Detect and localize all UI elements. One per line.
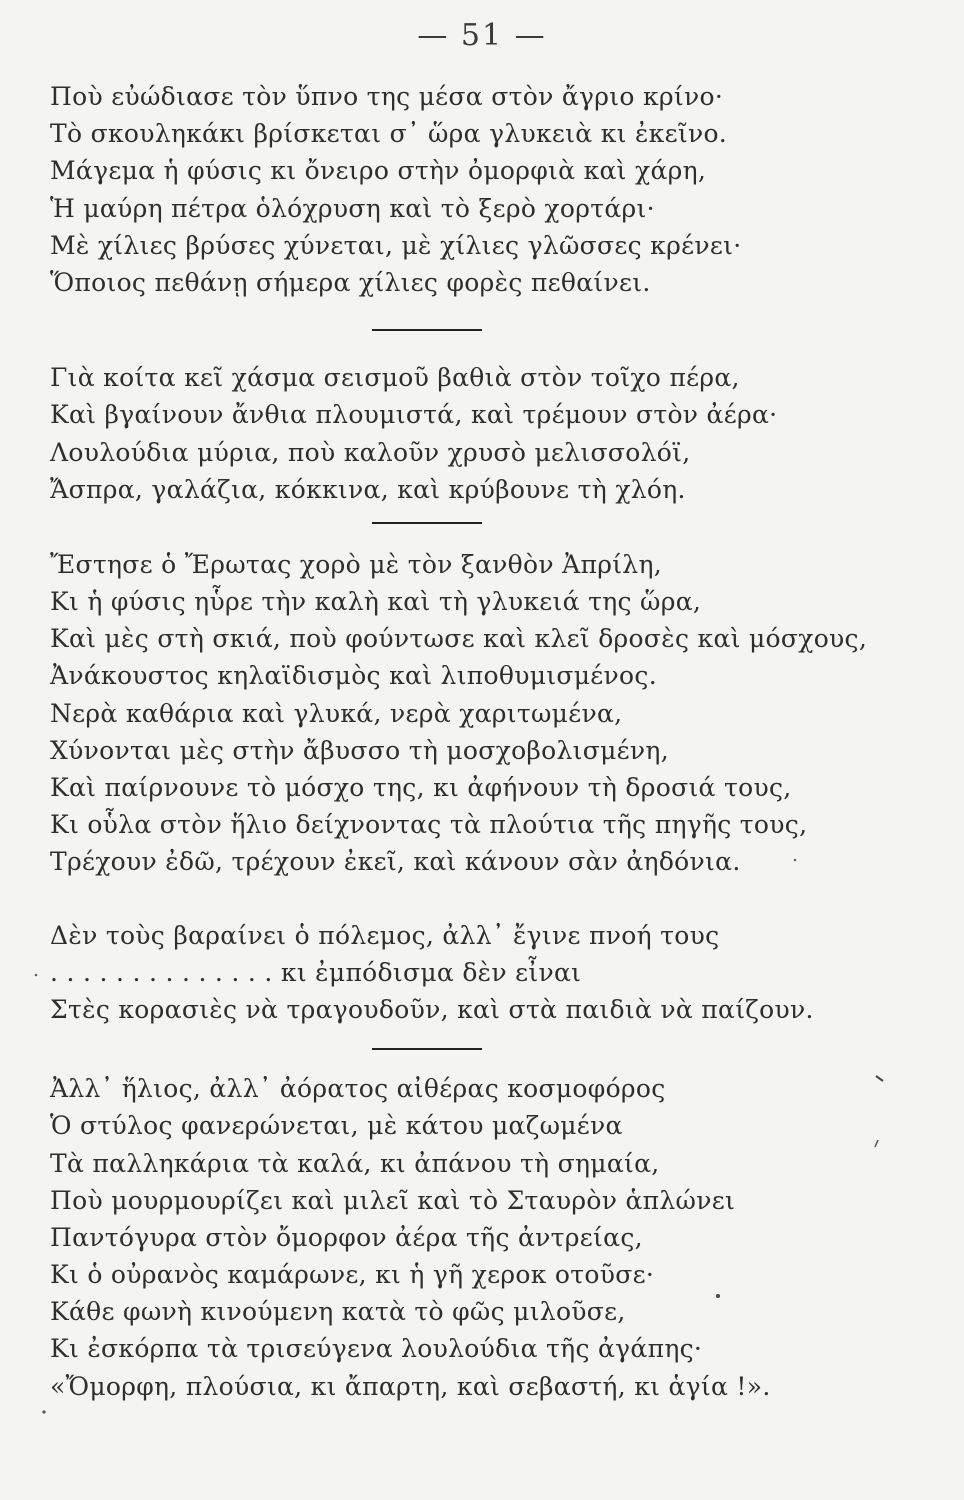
verse-line: Κάθε φωνὴ κινούμενη κατὰ τὸ φῶς μιλοῦσε, xyxy=(50,1297,626,1327)
stanza-5 xyxy=(50,1070,930,1405)
verse-line: Μάγεμα ἡ φύσις κι ὄνειρο στὴν ὀμορφιὰ καὶ χάρη, xyxy=(50,156,707,186)
verse-line: Χύνονται μὲς στὴν ἄβυσσο τὴ μοσχοβολισμένη, xyxy=(50,735,669,765)
stanza-4 xyxy=(50,917,930,1029)
poem-body xyxy=(50,78,930,1405)
verse-line: Ἡ μαύρη πέτρα ὁλόχρυση καὶ τὸ ξερὸ χορτάρι· xyxy=(50,193,655,223)
verse-line: Καὶ μὲς στὴ σκιά, ποὺ φούντωσε καὶ κλεῖ δροσὲς καὶ μόσχους, xyxy=(50,624,868,654)
verse-line: Ποὺ μουρμουρίζει καὶ μιλεῖ καὶ τὸ Σταυρὸν ἁπλώνει xyxy=(50,1185,736,1215)
verse-line: «Ὄμορφη, πλούσια, κι ἄπαρτη, καὶ σεβαστή, κι ἁγία !». xyxy=(50,1371,771,1401)
verse-line-elided: . . . . . . . . . . . . . . κι ἐμπόδισμα δὲν εἶναι xyxy=(50,957,582,987)
stanza-1 xyxy=(50,78,930,301)
verse-line: Ὁ στύλος φανερώνεται, μὲ κάτου μαζωμένα xyxy=(50,1111,623,1141)
verse-line: Κι οὗλα στὸν ἥλιο δείχνοντας τὰ πλούτια τῆς πηγῆς τους, xyxy=(50,810,808,840)
verse-line: Γιὰ κοίτα κεῖ χάσμα σεισμοῦ βαθιὰ στὸν τοῖχο πέρα, xyxy=(50,363,740,393)
stanza-3 xyxy=(50,546,930,881)
verse-line: Ἄσπρα, γαλάζια, κόκκινα, καὶ κρύβουνε τὴ χλόη. xyxy=(50,474,686,504)
verse-line: Κι ἐσκόρπα τὰ τρισεύγενα λουλούδια τῆς ἀγάπης· xyxy=(50,1334,703,1364)
stanza-2 xyxy=(50,359,930,508)
verse-line: Καὶ παίρνουνε τὸ μόσχο της, κι ἀφήνουν τὴ δροσιά τους, xyxy=(50,773,792,802)
section-divider xyxy=(372,329,482,331)
verse-line: Κι ὁ οὐρανὸς καμάρωνε, κι ἡ γῆ χεροκ οτοῦσε· xyxy=(50,1260,655,1290)
verse-line: Ἀνάκουστος κηλαϊδισμὸς καὶ λιποθυμισμένος. xyxy=(50,661,657,691)
verse-line: Ἔστησε ὁ Ἔρωτας χορὸ μὲ τὸν ξανθὸν Ἀπρίλη, xyxy=(50,549,662,579)
verse-line: Ἀλλ᾿ ἥλιος, ἀλλ᾿ ἀόρατος αἰθέρας κοσμοφόρος xyxy=(50,1074,666,1104)
paper-speck xyxy=(35,974,38,977)
verse-line: Ποὺ εὐώδιασε τὸν ὕπνο της μέσα στὸν ἄγριο κρίνο· xyxy=(50,82,724,111)
verse-line: Στὲς κορασιὲς νὰ τραγουδοῦν, καὶ στὰ παιδιὰ νὰ παίζουν. xyxy=(50,994,814,1024)
verse-line: Τὰ παλληκάρια τὰ καλά, κι ἀπάνου τὴ σημαία, xyxy=(50,1148,660,1178)
verse-line: Τρέχουν ἐδῶ, τρέχουν ἐκεῖ, καὶ κάνουν σὰν ἀηδόνια. xyxy=(50,847,741,877)
verse-line: Ὅποιος πεθάνῃ σήμερα χίλιες φορὲς πεθαίνει. xyxy=(50,267,651,297)
verse-line: Κι ἡ φύσις ηὗρε τὴν καλὴ καὶ τὴ γλυκειά της ὥρα, xyxy=(50,587,702,617)
verse-line: Παντόγυρα στὸν ὄμορφον ἀέρα τῆς ἀντρείας, xyxy=(50,1222,643,1252)
verse-line: Καὶ βγαίνουν ἄνθια πλουμιστά, καὶ τρέμουν στὸν ἀέρα· xyxy=(50,400,778,430)
verse-line: Δὲν τοὺς βαραίνει ὁ πόλεμος, ἀλλ᾿ ἔγινε πνοή τους xyxy=(50,920,720,950)
paper-speck xyxy=(42,1410,45,1413)
section-divider xyxy=(372,522,482,524)
verse-line: Μὲ χίλιες βρύσες χύνεται, μὲ χίλιες γλῶσσες κρένει· xyxy=(50,230,742,260)
section-divider xyxy=(372,1048,482,1050)
verse-line: Τὸ σκουληκάκι βρίσκεται σ᾿ ὥρα γλυκειὰ κι ἐκεῖνο. xyxy=(50,119,728,149)
verse-line: Λουλούδια μύρια, ποὺ καλοῦν χρυσὸ μελισσολόϊ, xyxy=(50,437,691,467)
verse-line: Νερὰ καθάρια καὶ γλυκά, νερὰ χαριτωμένα, xyxy=(50,698,623,728)
page-number: — 51 — xyxy=(417,18,547,53)
